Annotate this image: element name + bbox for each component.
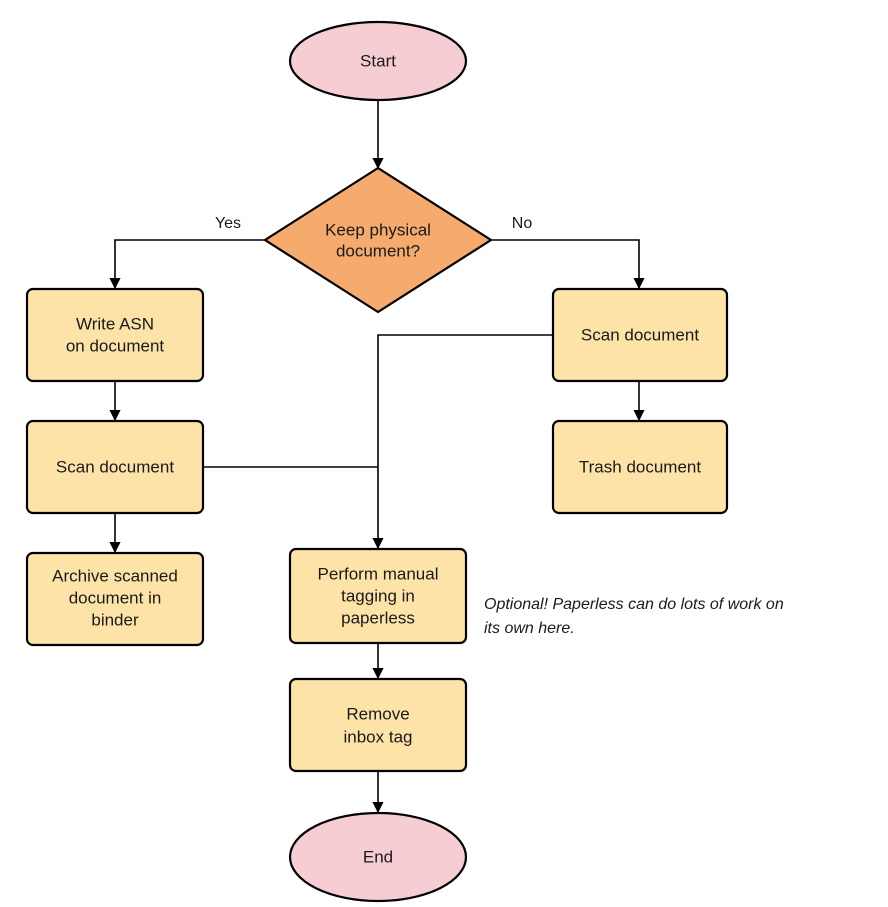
node-archive-label-line3: binder	[91, 610, 139, 630]
node-write-asn-label-line2: on document	[65, 336, 165, 356]
node-manual-tagging-label-line2: tagging in	[341, 586, 415, 606]
node-scan-document-right-label: Scan document	[580, 325, 700, 345]
node-archive-label-line1: Archive scanned	[52, 566, 178, 586]
node-end-label: End	[362, 847, 394, 867]
node-scan-document-left-label: Scan document	[55, 457, 175, 477]
edge-label-no: No	[511, 215, 533, 232]
node-write-asn	[27, 289, 203, 381]
edge-scan-right-to-manual-tagging	[378, 335, 553, 548]
node-decision-label-line1: Keep physical	[325, 220, 431, 240]
note-text-line2: its own here.	[484, 620, 575, 637]
node-start-label: Start	[360, 51, 396, 71]
node-remove-inbox-tag	[290, 679, 466, 771]
edge-decision-yes-to-write-asn	[115, 240, 265, 288]
node-manual-tagging-label-line1: Perform manual	[317, 564, 439, 584]
node-archive-label-line2: document in	[68, 588, 162, 608]
node-remove-inbox-tag-label-line2: inbox tag	[343, 727, 413, 747]
node-write-asn-label-line1: Write ASN	[75, 314, 155, 334]
note-text-line1: Optional! Paperless can do lots of work on	[484, 596, 784, 613]
node-decision-label-line2: document?	[335, 241, 421, 261]
node-trash-document-label: Trash document	[578, 457, 702, 477]
edge-label-yes: Yes	[214, 215, 242, 232]
node-remove-inbox-tag-label-line1: Remove	[346, 704, 410, 724]
node-manual-tagging-label-line3: paperless	[341, 608, 415, 628]
node-decision	[265, 168, 491, 312]
edge-decision-no-to-scan-right	[491, 240, 639, 288]
